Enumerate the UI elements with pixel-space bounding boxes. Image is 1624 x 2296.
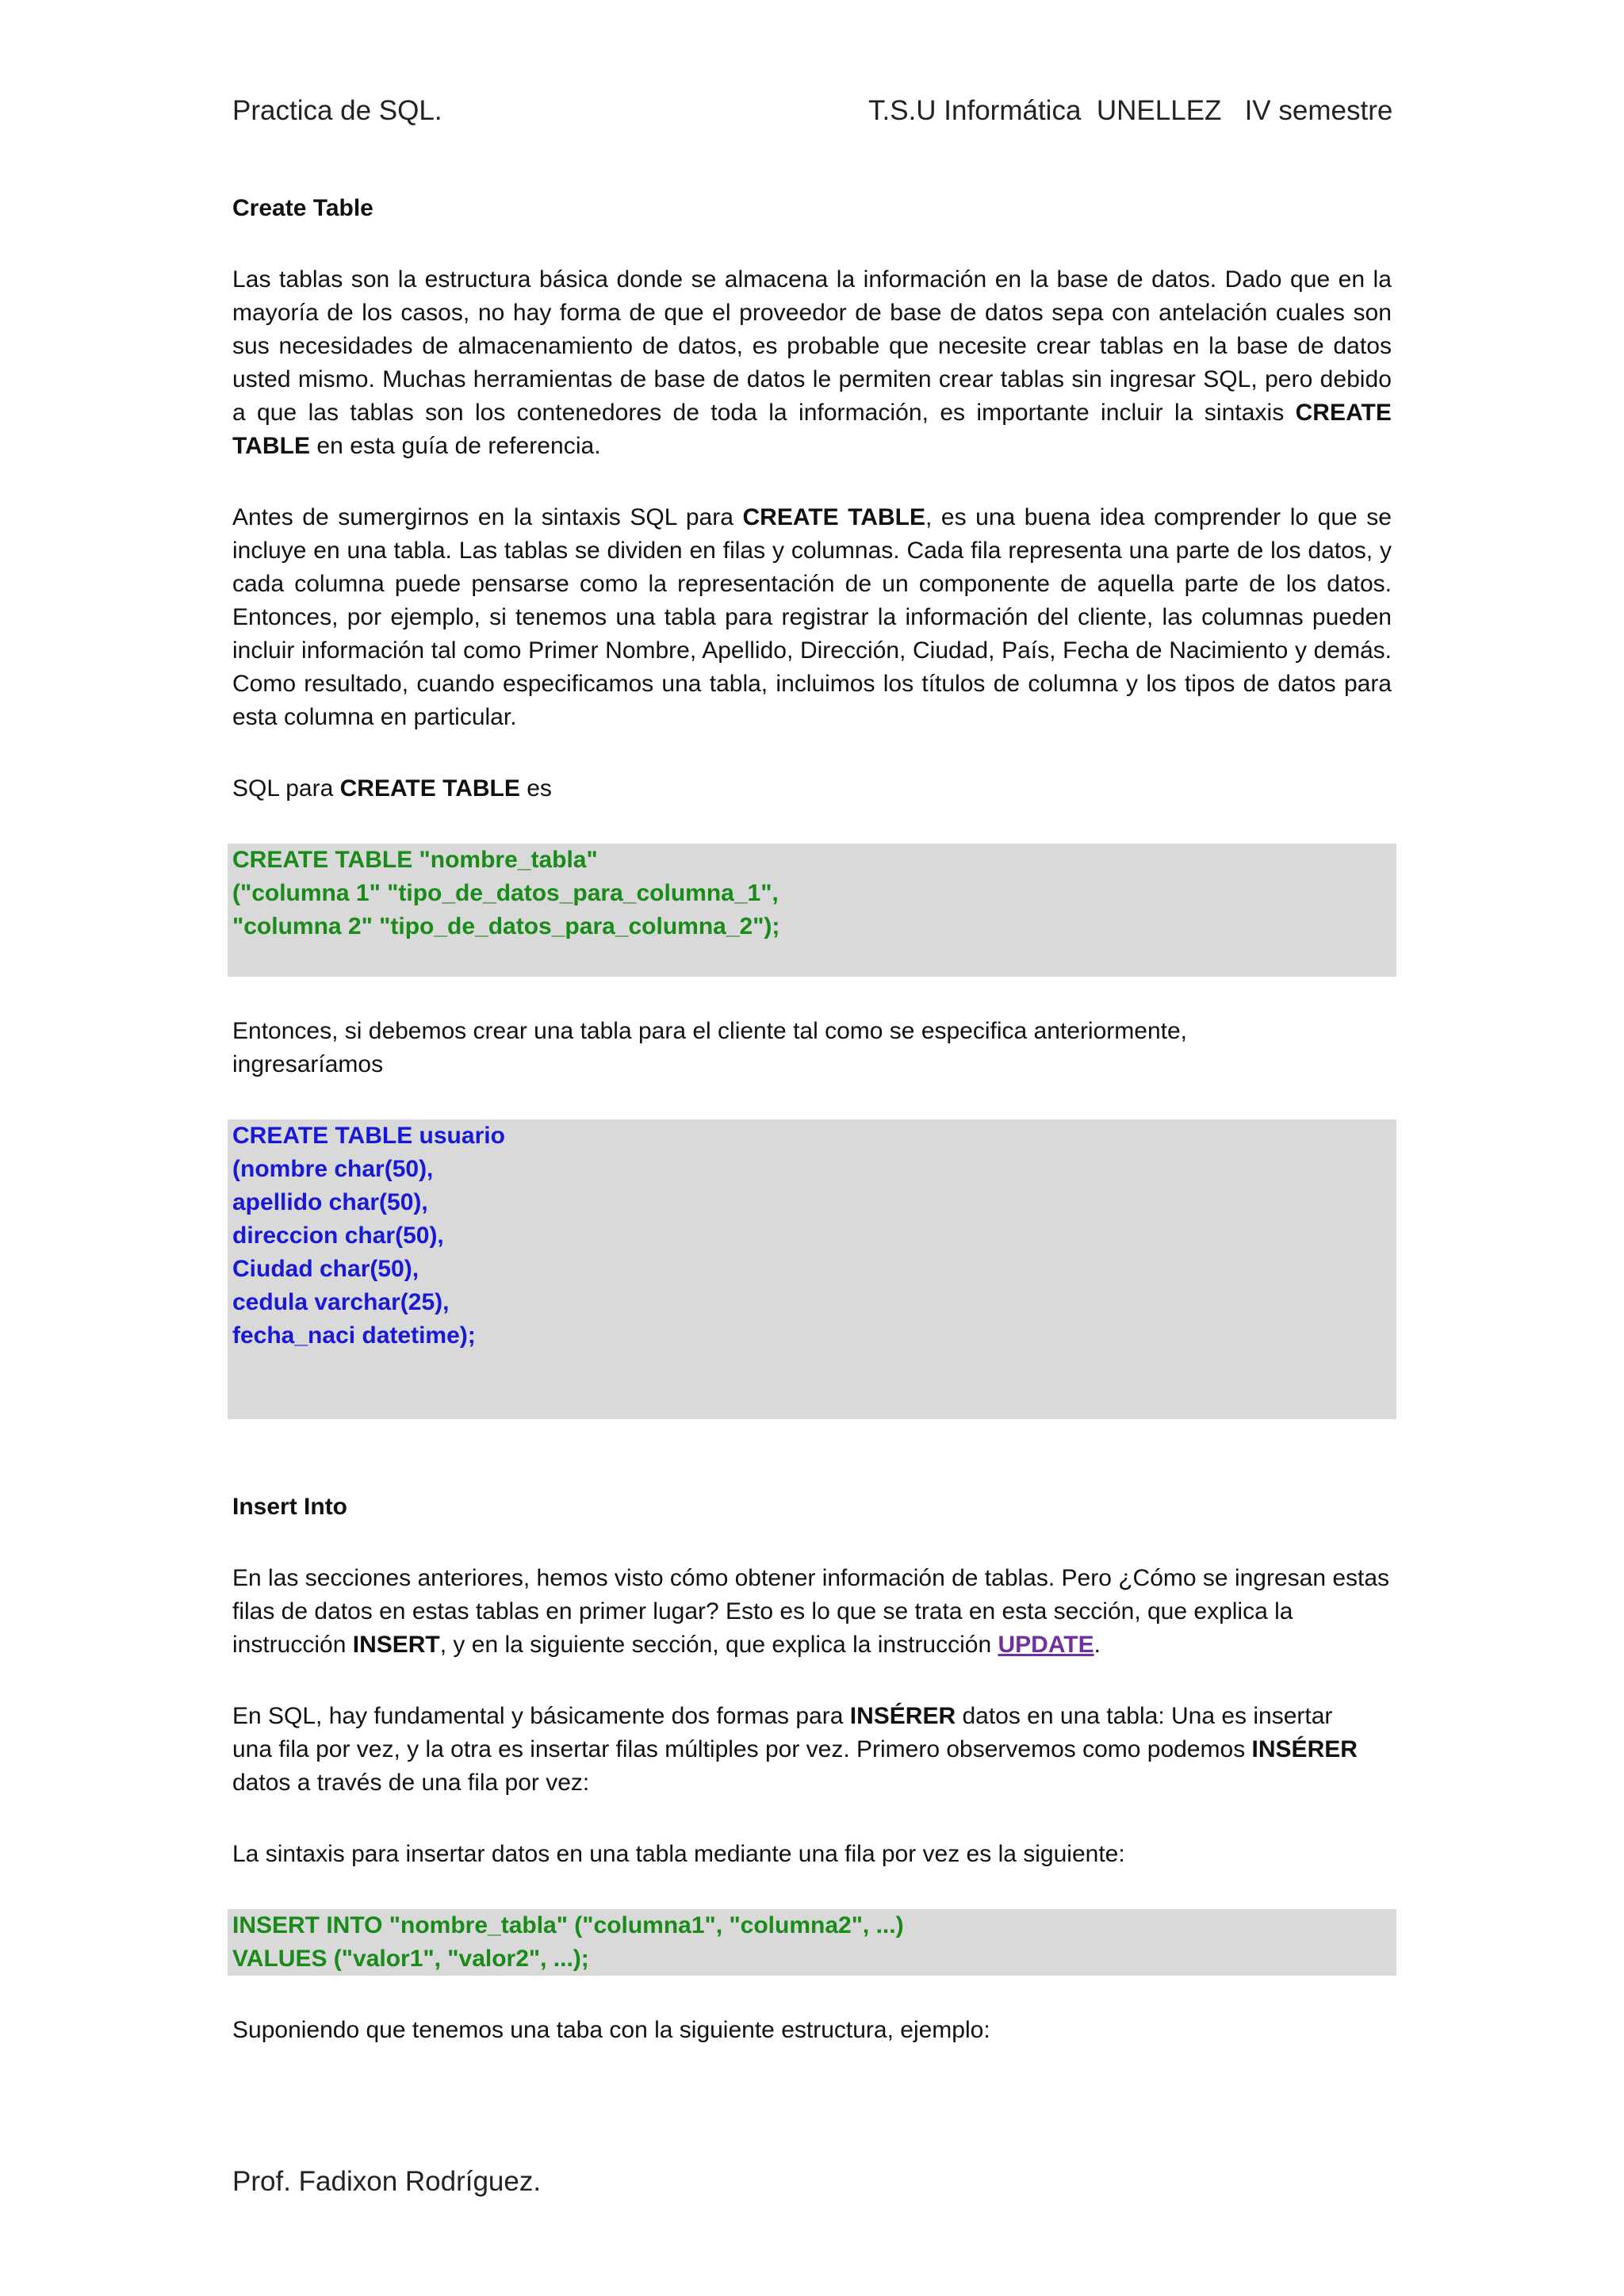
- paragraph-insert-methods: [232, 1700, 1374, 1800]
- update-link[interactable]: UPDATE: [998, 1632, 1094, 1658]
- paragraph-insert-intro: [232, 1562, 1392, 1662]
- text: SQL para: [232, 775, 340, 802]
- paragraph-sql-syntax-intro: [232, 772, 1392, 806]
- text: En SQL, hay fundamental y básicamente dos formas para: [232, 1703, 850, 1729]
- code-line: direccion char(50),: [232, 1223, 444, 1249]
- code-block-create-table-example: [228, 1119, 1396, 1419]
- text: Las tablas son la estructura básica donde se almacena la información en la base de datos. Dado que en la mayoría de los casos, no hay forma de que el proveedor de base de datos sepa con antelación cuales son sus necesidades de almacenamiento de datos, es probable que necesite crear tablas en la base de datos usted mismo. Muchas herramientas de base de datos le permiten crear tablas sin ingresar SQL, pero debido a que las tablas son los contenedores de toda la información, es importante incluir la sintaxis: [232, 266, 1392, 426]
- code-line: CREATE TABLE usuario: [232, 1123, 505, 1149]
- keyword-create-table: CREATE TABLE: [232, 400, 1392, 459]
- text: datos en una tabla: Una es insertar una fila por vez, y la otra es insertar filas múltiples por vez. Primero observemos como podemos: [232, 1703, 1333, 1762]
- text: es: [519, 775, 552, 802]
- text: , es una buena idea comprender lo que se incluye en una tabla. Las tablas se dividen en filas y columnas. Cada fila representa una parte de los datos, y cada columna puede pensarse como la representación de un componente de aquella parte de los datos. Entonces, por ejemplo, si tenemos una tabla para registrar la información del cliente, las columnas pueden incluir información tal como Primer Nombre, Apellido, Dirección, Ciudad, País, Fecha de Nacimiento y demás. Como resultado, cuando especificamos una tabla, incluimos los títulos de columna y los tipos de datos para esta columna en particular.: [232, 504, 1392, 730]
- code-line: apellido char(50),: [232, 1189, 428, 1215]
- code-line: INSERT INTO "nombre_tabla" ("columna1", "columna2", ...): [232, 1912, 904, 1938]
- paragraph-create-table-structure: [232, 501, 1392, 734]
- text: Antes de sumergirnos en la sintaxis SQL para: [232, 504, 743, 530]
- text: , y en la siguiente sección, que explica la instrucción: [439, 1632, 998, 1658]
- keyword-create-table: CREATE TABLE: [742, 504, 925, 530]
- code-line: fecha_naci datetime);: [232, 1322, 476, 1349]
- section-title-insert-into: Insert Into: [232, 1494, 348, 1520]
- keyword-inserer: INSÉRER: [849, 1703, 956, 1729]
- code-line: VALUES ("valor1", "valor2", ...);: [232, 1946, 589, 1972]
- code-line: CREATE TABLE "nombre_tabla": [232, 847, 598, 873]
- keyword-inserer: INSÉRER: [1251, 1736, 1358, 1762]
- code-line: cedula varchar(25),: [232, 1289, 450, 1315]
- text: datos a través de una fila por vez:: [232, 1770, 590, 1796]
- code-line: ("columna 1" "tipo_de_datos_para_columna_1",: [232, 880, 779, 906]
- code-block-create-table-syntax: [228, 844, 1396, 977]
- code-line: (nombre char(50),: [232, 1156, 434, 1182]
- paragraph-create-table-intro: [232, 263, 1392, 463]
- text: .: [1094, 1632, 1101, 1658]
- document-content: [232, 192, 1392, 2085]
- code-line: "columna 2" "tipo_de_datos_para_columna_2");: [232, 913, 780, 939]
- paragraph-create-example-intro: Entonces, si debemos crear una tabla para el cliente tal como se especifica anteriormente, ingresaríamos: [232, 1018, 1187, 1077]
- keyword-create-table: CREATE TABLE: [339, 775, 520, 802]
- text: En las secciones anteriores, hemos visto cómo obtener información de tablas. Pero ¿Cómo se ingresan estas filas de datos en estas tablas en primer lugar? Esto es lo que se trata en esta sección, que explica la instrucción: [232, 1565, 1390, 1658]
- code-block-insert-syntax: [228, 1909, 1396, 1976]
- text: en esta guía de referencia.: [310, 433, 601, 459]
- code-line: Ciudad char(50),: [232, 1256, 419, 1282]
- section-title-create-table: Create Table: [232, 195, 373, 221]
- keyword-insert: INSERT: [352, 1632, 440, 1658]
- header-title: Practica de SQL.: [232, 95, 442, 126]
- header-course: T.S.U Informática UNELLEZ IV semestre: [868, 95, 1393, 126]
- paragraph-insert-syntax-intro: La sintaxis para insertar datos en una tabla mediante una fila por vez es la siguiente:: [232, 1841, 1125, 1867]
- footer-author: Prof. Fadixon Rodríguez.: [232, 2166, 542, 2197]
- paragraph-insert-example-intro: Suponiendo que tenemos una taba con la siguiente estructura, ejemplo:: [232, 2017, 990, 2043]
